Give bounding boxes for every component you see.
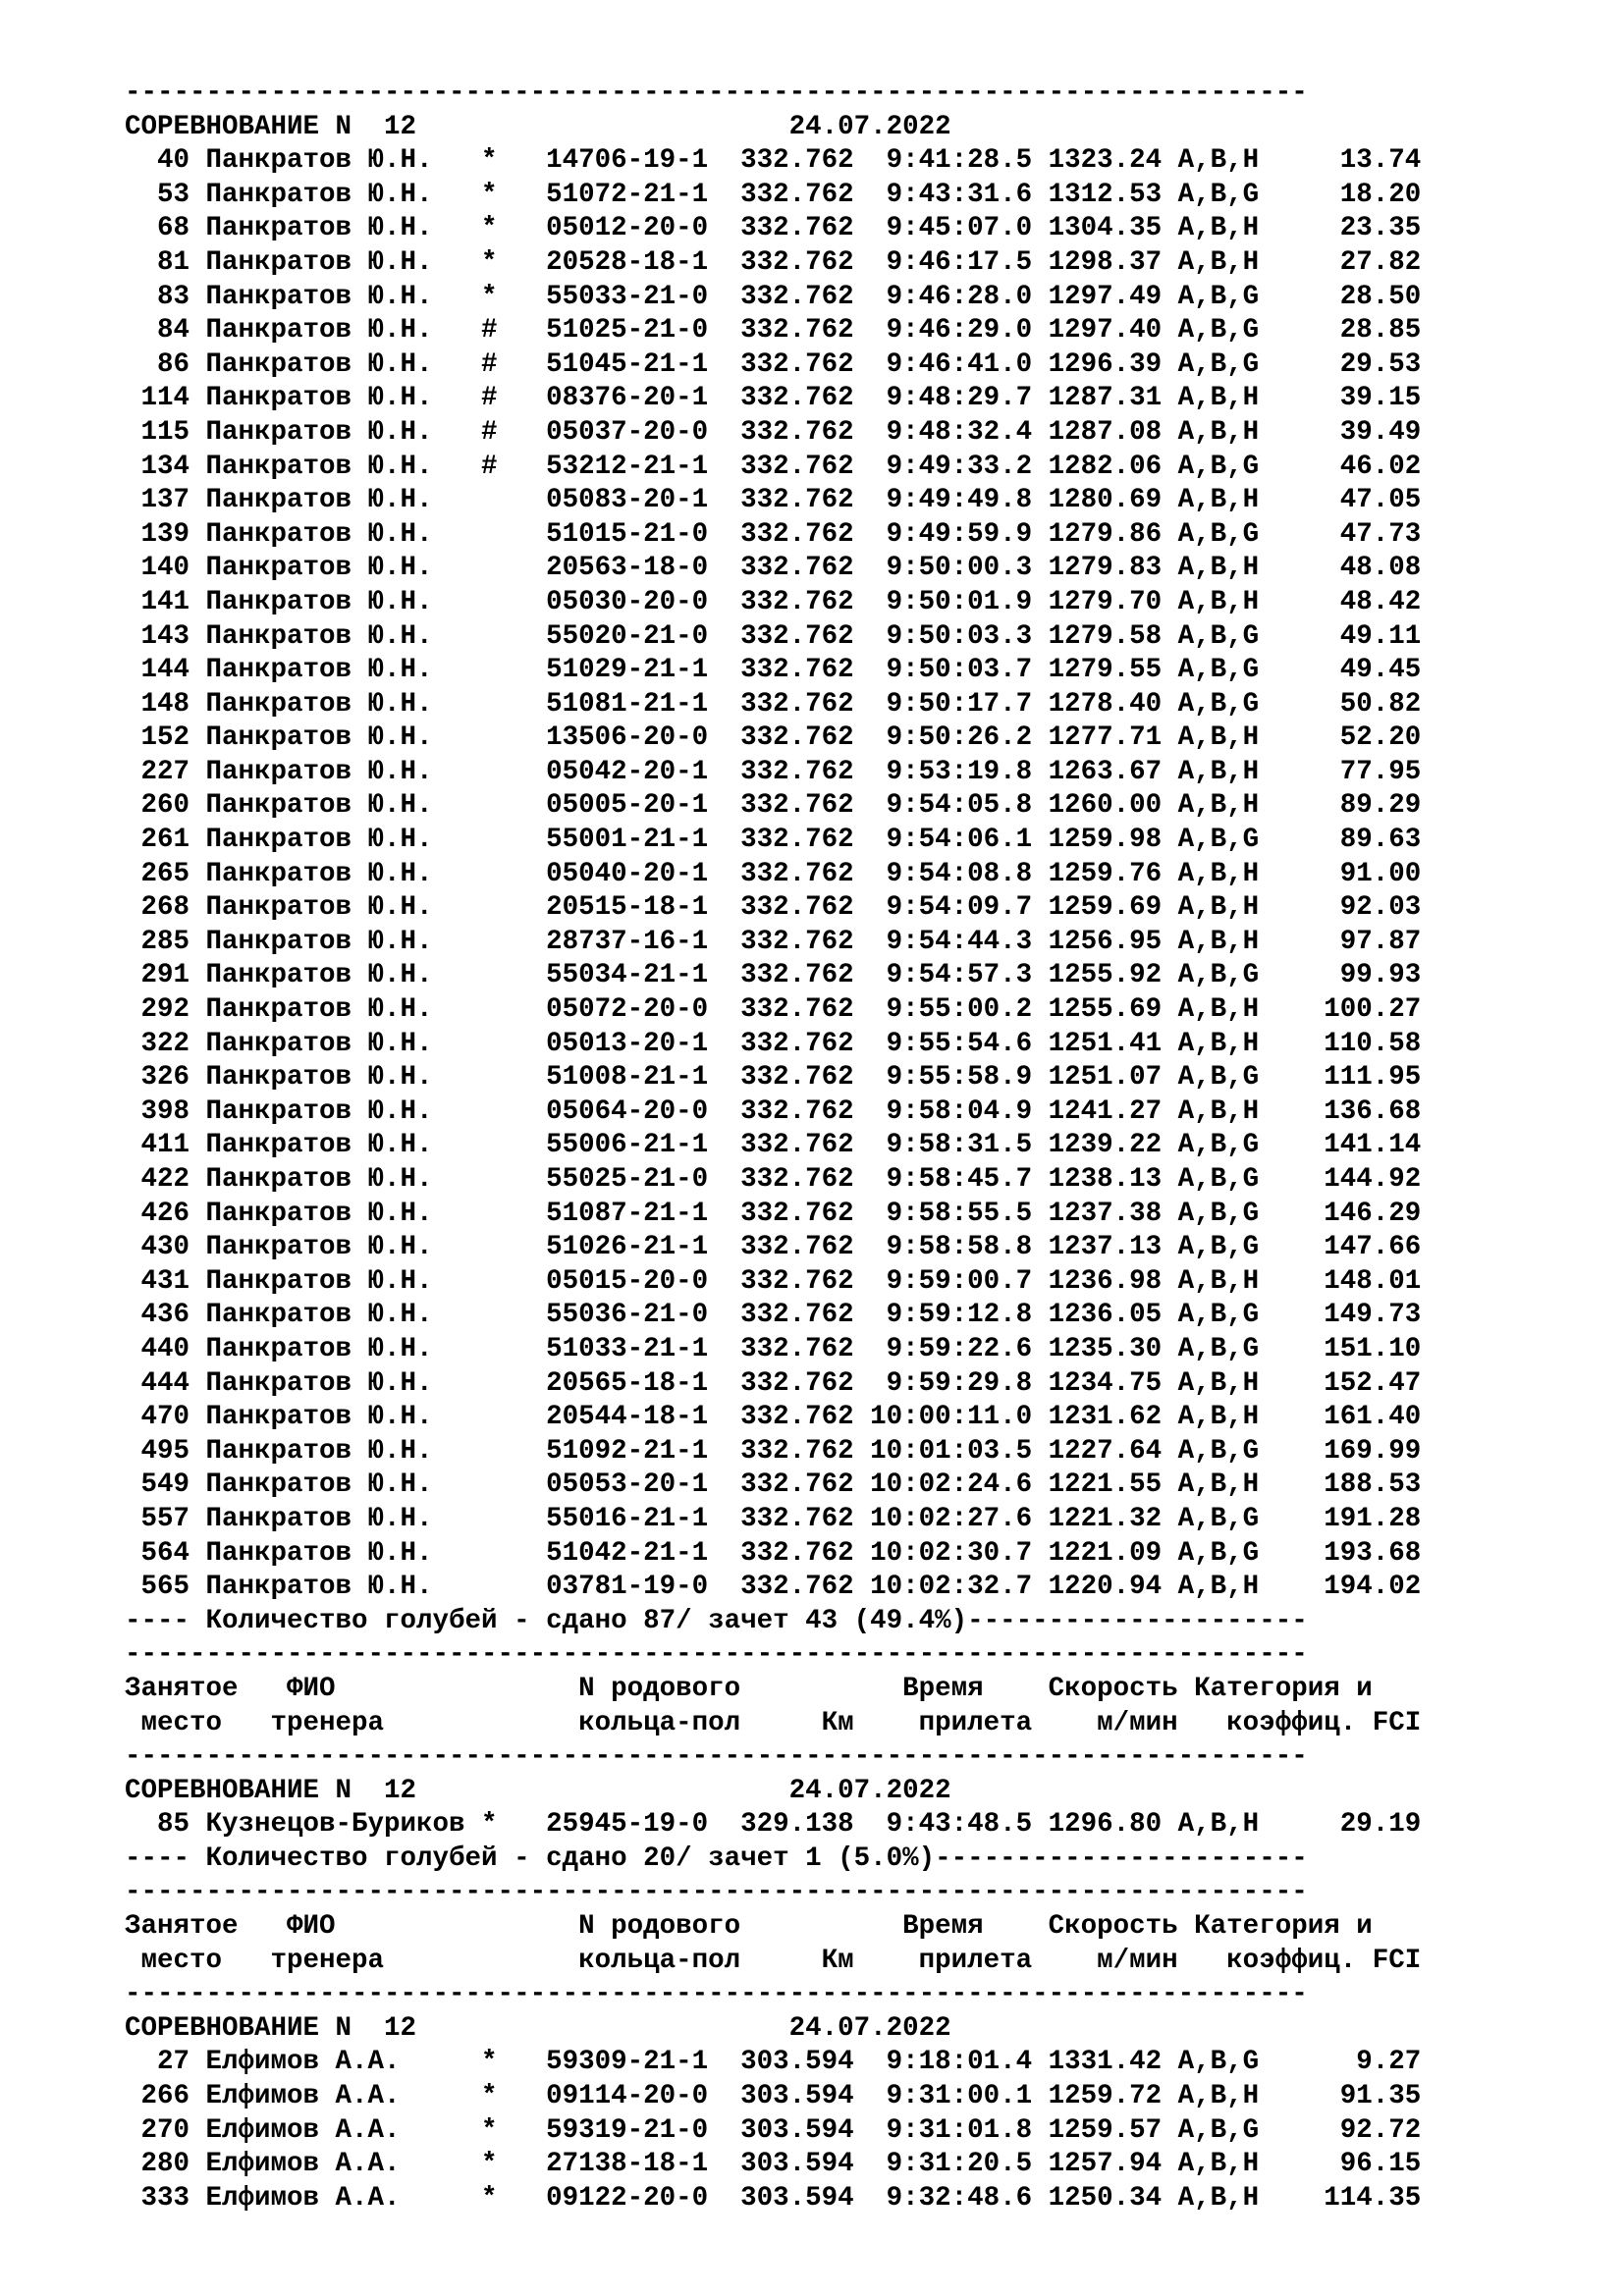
result-row: 422 Панкратов Ю.Н. 55025-21-0 332.762 9:58:45.7 1238.13 A,B,G 144.92: [125, 1164, 1422, 1195]
result-row: 557 Панкратов Ю.Н. 55016-21-1 332.762 10:02:27.6 1221.32 A,B,G 191.28: [125, 1503, 1422, 1534]
result-row: 139 Панкратов Ю.Н. 51015-21-0 332.762 9:49:59.9 1279.86 A,B,G 47.73: [125, 518, 1422, 550]
result-row: 83 Панкратов Ю.Н. * 55033-21-0 332.762 9:46:28.0 1297.49 A,B,G 28.50: [125, 281, 1422, 312]
result-row: 411 Панкратов Ю.Н. 55006-21-1 332.762 9:58:31.5 1239.22 A,B,G 141.14: [125, 1130, 1422, 1161]
result-row: 265 Панкратов Ю.Н. 05040-20-1 332.762 9:54:08.8 1259.76 A,B,H 91.00: [125, 858, 1422, 889]
result-row: 292 Панкратов Ю.Н. 05072-20-0 332.762 9:55:00.2 1255.69 A,B,H 100.27: [125, 994, 1422, 1026]
result-row: 140 Панкратов Ю.Н. 20563-18-0 332.762 9:50:00.3 1279.83 A,B,H 48.08: [125, 553, 1422, 584]
separator-line: -------------------------------------------------------------------------: [125, 1877, 1308, 1908]
result-row: 148 Панкратов Ю.Н. 51081-21-1 332.762 9:50:17.7 1278.40 A,B,G 50.82: [125, 688, 1422, 720]
separator-line: -------------------------------------------------------------------------: [125, 1979, 1308, 2010]
result-row: 436 Панкратов Ю.Н. 55036-21-0 332.762 9:59:12.8 1236.05 A,B,G 149.73: [125, 1300, 1422, 1331]
result-row: 27 Елфимов А.А. * 59309-21-1 303.594 9:18:01.4 1331.42 A,B,G 9.27: [125, 2047, 1422, 2078]
result-row: 227 Панкратов Ю.Н. 05042-20-1 332.762 9:53:19.8 1263.67 A,B,H 77.95: [125, 756, 1422, 787]
result-row: 426 Панкратов Ю.Н. 51087-21-1 332.762 9:58:55.5 1237.38 A,B,G 146.29: [125, 1198, 1422, 1229]
separator-line: -------------------------------------------------------------------------: [125, 1741, 1308, 1773]
competition-header: СОРЕВНОВАНИЕ N 12 24.07.2022: [125, 1775, 951, 1806]
result-row: 86 Панкратов Ю.Н. # 51045-21-1 332.762 9:46:41.0 1296.39 A,B,G 29.53: [125, 348, 1422, 380]
result-row: 84 Панкратов Ю.Н. # 51025-21-0 332.762 9:46:29.0 1297.40 A,B,G 28.85: [125, 315, 1422, 347]
result-row: 280 Елфимов А.А. * 27138-18-1 303.594 9:31:20.5 1257.94 A,B,H 96.15: [125, 2149, 1422, 2180]
result-row: 326 Панкратов Ю.Н. 51008-21-1 332.762 9:55:58.9 1251.07 A,B,G 111.95: [125, 1062, 1422, 1094]
competition-header: СОРЕВНОВАНИЕ N 12 24.07.2022: [125, 2012, 951, 2044]
result-row: 152 Панкратов Ю.Н. 13506-20-0 332.762 9:50:26.2 1277.71 A,B,H 52.20: [125, 722, 1422, 754]
result-row: 114 Панкратов Ю.Н. # 08376-20-1 332.762 9:48:29.7 1287.31 A,B,H 39.15: [125, 383, 1422, 414]
results-printout: [125, 77, 1617, 2216]
result-row: 291 Панкратов Ю.Н. 55034-21-1 332.762 9:54:57.3 1255.92 A,B,G 99.93: [125, 960, 1422, 991]
result-row: 261 Панкратов Ю.Н. 55001-21-1 332.762 9:54:06.1 1259.98 A,B,G 89.63: [125, 825, 1422, 856]
result-row: 430 Панкратов Ю.Н. 51026-21-1 332.762 9:58:58.8 1237.13 A,B,G 147.66: [125, 1232, 1422, 1263]
separator-line: -------------------------------------------------------------------------: [125, 78, 1308, 108]
result-row: 444 Панкратов Ю.Н. 20565-18-1 332.762 9:59:29.8 1234.75 A,B,H 152.47: [125, 1367, 1422, 1399]
result-row: 564 Панкратов Ю.Н. 51042-21-1 332.762 10:02:30.7 1221.09 A,B,G 193.68: [125, 1537, 1422, 1569]
result-row: 495 Панкратов Ю.Н. 51092-21-1 332.762 10:01:03.5 1227.64 A,B,G 169.99: [125, 1435, 1422, 1467]
result-row: 53 Панкратов Ю.Н. * 51072-21-1 332.762 9:43:31.6 1312.53 A,B,G 18.20: [125, 179, 1422, 210]
result-row: 115 Панкратов Ю.Н. # 05037-20-0 332.762 9:48:32.4 1287.08 A,B,H 39.49: [125, 416, 1422, 448]
result-row: 40 Панкратов Ю.Н. * 14706-19-1 332.762 9:41:28.5 1323.24 A,B,H 13.74: [125, 145, 1422, 177]
result-row: 81 Панкратов Ю.Н. * 20528-18-1 332.762 9:46:17.5 1298.37 A,B,H 27.82: [125, 246, 1422, 278]
result-row: 143 Панкратов Ю.Н. 55020-21-0 332.762 9:50:03.3 1279.58 A,B,G 49.11: [125, 620, 1422, 652]
competition-header: СОРЕВНОВАНИЕ N 12 24.07.2022: [125, 111, 951, 142]
result-row: 144 Панкратов Ю.Н. 51029-21-1 332.762 9:50:03.7 1279.55 A,B,G 49.45: [125, 655, 1422, 686]
result-row: 333 Елфимов А.А. * 09122-20-0 303.594 9:32:48.6 1250.34 A,B,H 114.35: [125, 2182, 1422, 2214]
pigeon-count-summary: ---- Количество голубей - сдано 87/ зачет 43 (49.4%)---------------------: [125, 1605, 1308, 1636]
result-row: 268 Панкратов Ю.Н. 20515-18-1 332.762 9:54:09.7 1259.69 A,B,H 92.03: [125, 892, 1422, 924]
result-row: 137 Панкратов Ю.Н. 05083-20-1 332.762 9:49:49.8 1280.69 A,B,H 47.05: [125, 485, 1422, 516]
separator-line: -------------------------------------------------------------------------: [125, 1639, 1308, 1671]
result-row: 549 Панкратов Ю.Н. 05053-20-1 332.762 10:02:24.6 1221.55 A,B,H 188.53: [125, 1469, 1422, 1501]
column-header: Занятое ФИО N родового Время Скорость Категория и: [125, 1911, 1373, 1943]
column-header: место тренера кольца-пол Км прилета м/мин коэффиц. FCI: [125, 1707, 1422, 1738]
result-row: 68 Панкратов Ю.Н. * 05012-20-0 332.762 9:45:07.0 1304.35 A,B,H 23.35: [125, 213, 1422, 244]
column-header: Занятое ФИО N родового Время Скорость Категория и: [125, 1673, 1373, 1704]
result-row: 470 Панкратов Ю.Н. 20544-18-1 332.762 10:00:11.0 1231.62 A,B,H 161.40: [125, 1402, 1422, 1433]
result-row: 322 Панкратов Ю.Н. 05013-20-1 332.762 9:55:54.6 1251.41 A,B,H 110.58: [125, 1028, 1422, 1059]
result-row: 565 Панкратов Ю.Н. 03781-19-0 332.762 10:02:32.7 1220.94 A,B,H 194.02: [125, 1572, 1422, 1603]
result-row: 134 Панкратов Ю.Н. # 53212-21-1 332.762 9:49:33.2 1282.06 A,B,G 46.02: [125, 451, 1422, 482]
result-row: 431 Панкратов Ю.Н. 05015-20-0 332.762 9:59:00.7 1236.98 A,B,H 148.01: [125, 1265, 1422, 1297]
result-row: 398 Панкратов Ю.Н. 05064-20-0 332.762 9:58:04.9 1241.27 A,B,H 136.68: [125, 1095, 1422, 1127]
result-row: 85 Кузнецов-Буриков * 25945-19-0 329.138 9:43:48.5 1296.80 A,B,H 29.19: [125, 1809, 1422, 1841]
result-row: 266 Елфимов А.А. * 09114-20-0 303.594 9:31:00.1 1259.72 A,B,H 91.35: [125, 2081, 1422, 2112]
result-row: 141 Панкратов Ю.Н. 05030-20-0 332.762 9:50:01.9 1279.70 A,B,H 48.42: [125, 586, 1422, 617]
column-header: место тренера кольца-пол Км прилета м/мин коэффиц. FCI: [125, 1945, 1422, 1976]
pigeon-count-summary: ---- Количество голубей - сдано 20/ зачет 1 (5.0%)-----------------------: [125, 1842, 1308, 1874]
result-row: 285 Панкратов Ю.Н. 28737-16-1 332.762 9:54:44.3 1256.95 A,B,H 97.87: [125, 926, 1422, 957]
result-row: 270 Елфимов А.А. * 59319-21-0 303.594 9:31:01.8 1259.57 A,B,G 92.72: [125, 2114, 1422, 2146]
result-row: 260 Панкратов Ю.Н. 05005-20-1 332.762 9:54:05.8 1260.00 A,B,H 89.29: [125, 790, 1422, 822]
result-row: 440 Панкратов Ю.Н. 51033-21-1 332.762 9:59:22.6 1235.30 A,B,G 151.10: [125, 1333, 1422, 1364]
